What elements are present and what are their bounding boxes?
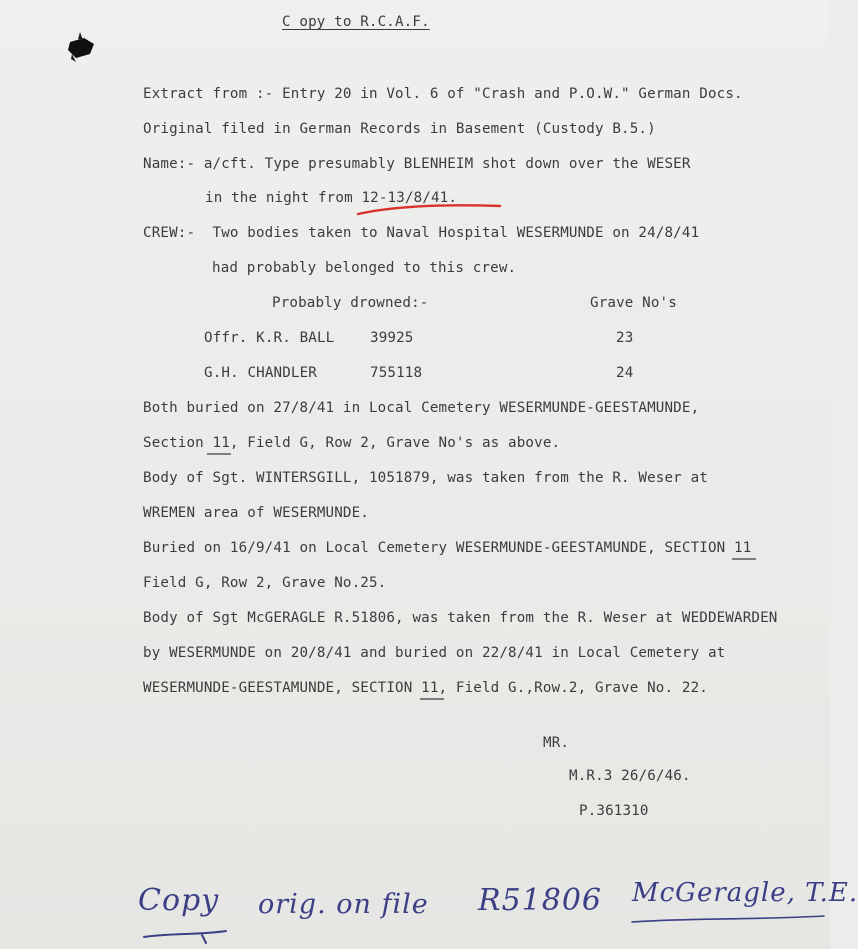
table-header-grave: Grave No's xyxy=(590,295,677,311)
crew-line: CREW:- Two bodies taken to Naval Hospital WESERMUNDE on 24/8/41 xyxy=(143,225,700,241)
section-line: Section 11, Field G, Row 2, Grave No's as above. xyxy=(143,435,561,451)
buried-line: Buried on 16/9/41 on Local Cemetery WESERMUNDE-GEESTAMUNDE, SECTION 11 xyxy=(143,540,752,556)
crew-number-1: 39925 xyxy=(370,330,414,346)
weddewarden-line: by WESERMUNDE on 20/8/41 and buried on 22/8/41 in Local Cemetery at xyxy=(143,645,726,661)
signature-reference: M.R.3 26/6/46. xyxy=(569,768,691,784)
original-filed-line: Original filed in German Records in Basement (Custody B.5.) xyxy=(143,121,656,137)
file-reference: P.361310 xyxy=(579,803,649,819)
crew-name-2: G.H. CHANDLER xyxy=(204,365,317,381)
night-line: in the night from 12-13/8/41. xyxy=(205,190,458,206)
punched-hole-mark xyxy=(62,28,102,68)
name-line: Name:- a/cft. Type presumably BLENHEIM shot down over the WESER xyxy=(143,156,691,172)
handwritten-copy-underline xyxy=(140,915,240,945)
crew-grave-1: 23 xyxy=(616,330,634,346)
grave-25-line: Field G, Row 2, Grave No.25. xyxy=(143,575,387,591)
crew-number-2: 755118 xyxy=(370,365,423,381)
section-underline-mark-3 xyxy=(418,683,448,703)
handwritten-name-underline xyxy=(628,908,828,930)
extract-line: Extract from :- Entry 20 in Vol. 6 of "Crash and P.O.W." German Docs. xyxy=(143,86,743,102)
handwritten-orig-on-file: orig. on file xyxy=(258,889,429,920)
burial-line: Both buried on 27/8/41 in Local Cemetery WESERMUNDE-GEESTAMUNDE, xyxy=(143,400,700,416)
table-header-drowned: Probably drowned:- xyxy=(272,295,429,311)
section-underline-mark xyxy=(205,438,235,458)
crew-grave-2: 24 xyxy=(616,365,634,381)
handwritten-number: R51806 xyxy=(478,883,603,918)
mcgeragle-line: Body of Sgt McGERAGLE R.51806, was taken from the R. Weser at WEDDEWARDEN xyxy=(143,610,778,626)
crew-name-1: Offr. K.R. BALL xyxy=(204,330,335,346)
section-underline-mark-2 xyxy=(730,543,760,563)
wintersgill-line: Body of Sgt. WINTERSGILL, 1051879, was taken from the R. Weser at xyxy=(143,470,708,486)
handwritten-name: McGeragle, T.E. xyxy=(632,878,858,908)
red-underline-mark xyxy=(354,200,504,220)
document-title: C opy to R.C.A.F. xyxy=(282,14,430,30)
signature-initials: MR. xyxy=(543,735,570,751)
wremen-line: WREMEN area of WESERMUNDE. xyxy=(143,505,369,521)
final-burial-line: WESERMUNDE-GEESTAMUNDE, SECTION 11, Field G.,Row.2, Grave No. 22. xyxy=(143,680,708,696)
crew-line-continued: had probably belonged to this crew. xyxy=(212,260,517,276)
handwritten-copy: Copy xyxy=(138,883,220,918)
